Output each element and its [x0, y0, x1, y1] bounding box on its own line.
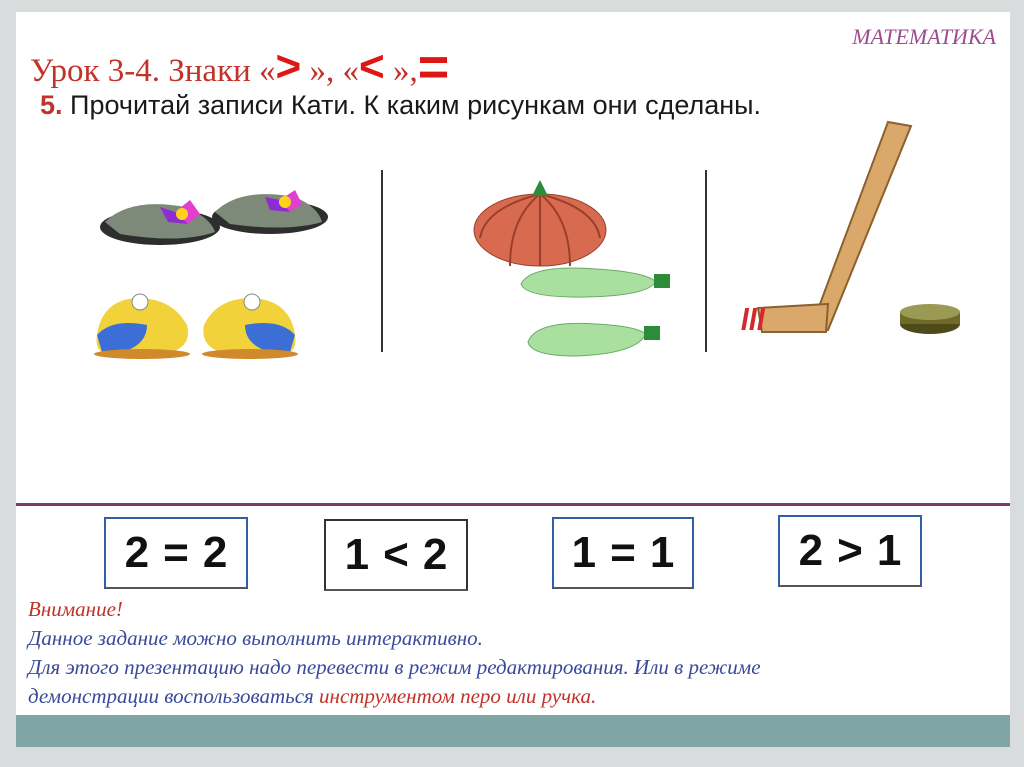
- note-line-2: Для этого презентацию надо перевести в режим редактирования. Или в режиме: [28, 655, 761, 679]
- record-left: 1: [344, 530, 370, 579]
- record-box[interactable]: [324, 519, 468, 591]
- shoes-icon: [92, 280, 302, 360]
- divider-2: [705, 170, 707, 352]
- slide: [16, 12, 1010, 747]
- zucchini-icon: [516, 264, 676, 364]
- title-prefix: Урок 3-4. Знаки «: [30, 53, 276, 89]
- record-right: 2: [202, 528, 228, 577]
- record-right: 1: [876, 526, 902, 575]
- less-sign: <: [358, 42, 385, 91]
- record-left: 2: [124, 528, 150, 577]
- hockey-stick-icon: [756, 122, 916, 342]
- footer-band: [16, 715, 1010, 747]
- note-line-3: [28, 682, 761, 711]
- note-line-3-plain: демонстрации воспользоваться: [28, 684, 320, 708]
- record-sign: =: [163, 528, 189, 577]
- record-sign: >: [837, 526, 863, 575]
- record-left: 2: [798, 526, 824, 575]
- record-right: 1: [649, 528, 675, 577]
- section-divider: [16, 503, 1010, 506]
- lesson-title: [30, 32, 450, 97]
- note-heading: Внимание!: [28, 597, 123, 621]
- record-left: 1: [571, 528, 597, 577]
- record-sign: <: [383, 530, 409, 579]
- record-box[interactable]: [778, 515, 922, 587]
- record-sign: =: [610, 528, 636, 577]
- record-box[interactable]: [104, 517, 248, 589]
- task-question: Прочитай записи Кати. К каким рисункам они сделаны.: [62, 90, 762, 120]
- attention-note: [28, 595, 761, 711]
- greater-sign: >: [275, 42, 302, 91]
- task-number: 5.: [40, 90, 63, 120]
- puck-icon: [898, 302, 962, 336]
- title-mid: », «: [301, 53, 359, 89]
- equal-sign: =: [417, 37, 450, 97]
- task-text: [40, 90, 761, 121]
- record-box[interactable]: [552, 517, 694, 589]
- note-line-3-highlight: инструментом перо или ручка.: [319, 684, 597, 708]
- slippers-icon: [90, 172, 330, 252]
- record-right: 2: [422, 530, 448, 579]
- pumpkin-icon: [470, 178, 610, 268]
- note-line-1: Данное задание можно выполнить интерактивно.: [28, 626, 483, 650]
- divider-1: [381, 170, 383, 352]
- subject-label: МАТЕМАТИКА: [852, 24, 996, 49]
- title-suffix: »,: [384, 53, 418, 89]
